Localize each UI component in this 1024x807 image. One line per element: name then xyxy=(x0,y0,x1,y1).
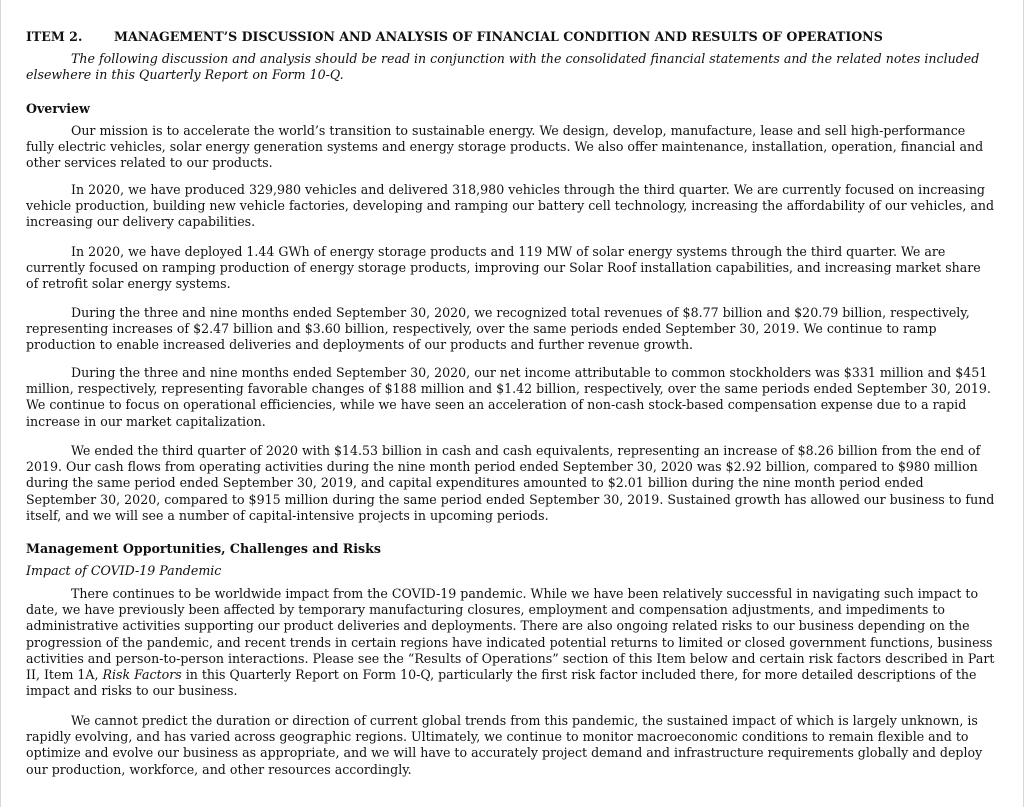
intro-paragraph: The following discussion and analysis should be read in conjunction with the consolidated financial statements and the related notes included elsewhere in this Quarterly Report on Form 10-Q. xyxy=(26,51,980,83)
covid-paragraph-1-text-a: There continues to be worldwide impact from the COVID-19 pandemic. While we have been relatively successful in navigating such impact to date, we have previously been affected by temporary manufacturing closures, employment and compensation adjustments, and impediments to administrative activities supporting our product deliveries and deployments. There are also ongoing related risks to our business depending on the progression of the pandemic, and recent trends in certain regions have indicated potential returns to limited or closed government functions, business activities and person-to-person interactions. Please see the “Results of Operations” section of this Item below and certain risk factors described in Part II, Item 1A, xyxy=(26,586,995,683)
covid-subheading: Impact of COVID-19 Pandemic xyxy=(26,563,222,578)
covid-paragraph-2: We cannot predict the duration or direction of current global trends from this pandemic, the sustained impact of which is largely unknown, is rapidly evolving, and has varied across geographic regions. Ultimately, we continue to monitor macroeconomic conditions to remain flexible and to optimize and evolve our business as appropriate, and we will have to accurately project demand and infrastructure requirements globally and deploy our production, workforce, and other resources accordingly. xyxy=(26,713,983,777)
overview-paragraph-6: We ended the third quarter of 2020 with $14.53 billion in cash and cash equivalents, representing an increase of $8.26 billion from the end of 2019. Our cash flows from operating activities during the nine month period ended September 30, 2020 was $2.92 billion, compared to $980 million during the same period ended September 30, 2019, and capital expenditures amounted to $2.01 billion during the nine month period ended September 30, 2020, compared to $915 million during the same period ended September 30, 2019. Sustained growth has allowed our business to fund itself, and we will see a number of capital-intensive projects in upcoming periods. xyxy=(26,443,995,523)
item-number: ITEM 2. xyxy=(26,29,83,44)
risks-heading: Management Opportunities, Challenges and Risks xyxy=(26,541,381,556)
item-title: MANAGEMENT’S DISCUSSION AND ANALYSIS OF FINANCIAL CONDITION AND RESULTS OF OPERATIONS xyxy=(114,29,883,44)
overview-paragraph-3: In 2020, we have deployed 1.44 GWh of energy storage products and 119 MW of solar energy systems through the third quarter. We are currently focused on ramping production of energy storage products, improving our Solar Roof installation capabilities, and increasing market share of retrofit solar energy systems. xyxy=(26,244,981,292)
item-heading xyxy=(26,29,1003,45)
overview-paragraph-1: Our mission is to accelerate the world’s transition to sustainable energy. We design, develop, manufacture, lease and sell high-performance fully electric vehicles, solar energy generation systems and energy storage products. We also offer maintenance, installation, operation, financial and other services related to our products. xyxy=(26,123,984,171)
risk-factors-reference: Risk Factors xyxy=(102,667,182,683)
overview-paragraph-4: During the three and nine months ended September 30, 2020, we recognized total revenues of $8.77 billion and $20.79 billion, respectively, representing increases of $2.47 billion and $3.60 billion, respectively, over the same periods ended September 30, 2019. We continue to ramp production to enable increased deliveries and deployments of our products and further revenue growth. xyxy=(26,305,970,353)
overview-paragraph-2: In 2020, we have produced 329,980 vehicles and delivered 318,980 vehicles through the third quarter. We are currently focused on increasing vehicle production, building new vehicle factories, developing and ramping our battery cell technology, increasing the affordability of our vehicles, and increasing our delivery capabilities. xyxy=(26,182,995,230)
covid-paragraph-1 xyxy=(26,586,995,699)
covid-paragraph-1-text-b: in this Quarterly Report on Form 10-Q, particularly the first risk factor included there, for more detailed descriptions of the impact and risks to our business. xyxy=(26,667,977,699)
overview-paragraph-5: During the three and nine months ended September 30, 2020, our net income attributable to common stockholders was $331 million and $451 million, respectively, representing favorable changes of $188 million and $1.42 billion, respectively, over the same periods ended September 30, 2019. We continue to focus on operational efficiencies, while we have seen an acceleration of non-cash stock-based compensation expense due to a rapid increase in our market capitalization. xyxy=(26,365,991,429)
overview-heading: Overview xyxy=(26,101,90,116)
